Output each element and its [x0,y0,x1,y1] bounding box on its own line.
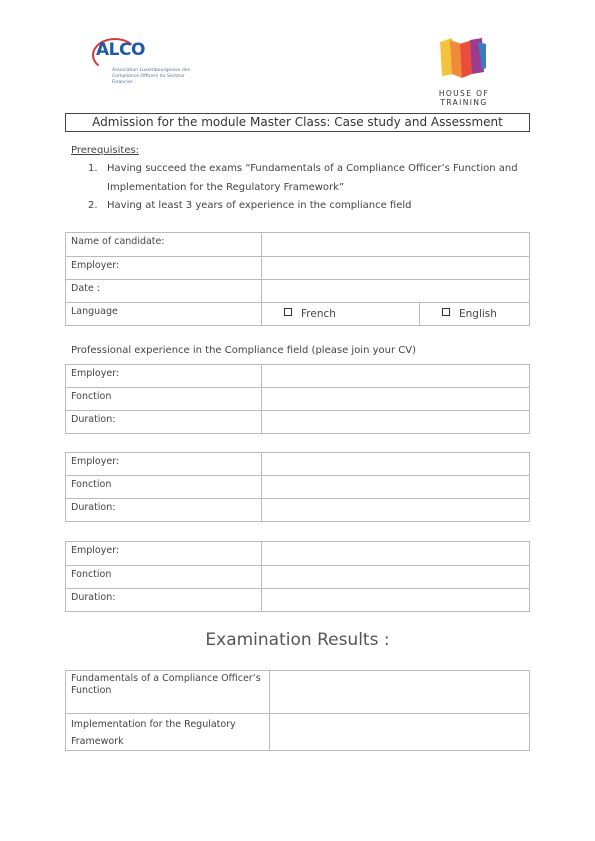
result-label-implementation: Implementation for the Regulatory Framework [66,714,270,751]
table-row [66,365,530,388]
prereq-item-1-line-2: Implementation for the Regulatory Framework” [107,182,345,193]
function-field[interactable] [262,566,530,589]
result-field-implementation[interactable] [270,714,530,751]
candidate-table [65,232,530,326]
prerequisites-heading: Prerequisites: [71,145,140,156]
employer-label: Employer: [66,257,262,280]
table-row [66,303,530,326]
prereq-item-1-line-1: Having succeed the exams “Fundamentals of a Compliance Officer’s Function and [107,163,518,174]
duration-label: Duration: [66,499,262,522]
french-label: French [301,308,336,320]
experience-table-1 [65,364,530,434]
result-field-fundamentals[interactable] [270,671,530,714]
page-title: Admission for the module Master Class: Case study and Assessment [65,113,530,132]
date-label: Date : [66,280,262,303]
experience-table-2 [65,452,530,522]
table-row [66,280,530,303]
house-of-training-logo [414,38,514,107]
french-checkbox[interactable] [284,308,292,316]
table-row [66,589,530,612]
employer-field[interactable] [262,453,530,476]
function-label: Fonction [66,388,262,411]
function-field[interactable] [262,476,530,499]
table-row [66,411,530,434]
table-row [66,257,530,280]
employer-field[interactable] [262,542,530,566]
english-label: English [459,308,497,320]
result-label-fundamentals: Fundamentals of a Compliance Officer’s Function [66,671,270,714]
employer-label: Employer: [66,365,262,388]
employer-field[interactable] [262,257,530,280]
prereq-number-1: 1. [88,163,98,174]
experience-table-3 [65,541,530,612]
employer-label: Employer: [66,453,262,476]
employer-field[interactable] [262,365,530,388]
name-field[interactable] [262,233,530,257]
alco-wordmark: ALCO [96,40,145,60]
house-of-training-label: HOUSE OF TRAINING [438,89,490,107]
experience-note: Professional experience in the Compliance field (please join your CV) [71,345,416,356]
english-option[interactable] [420,303,530,326]
english-checkbox[interactable] [442,308,450,316]
table-row [66,671,530,714]
french-option[interactable] [262,303,420,326]
table-row [66,542,530,566]
function-label: Fonction [66,566,262,589]
function-label: Fonction [66,476,262,499]
table-row [66,566,530,589]
name-label: Name of candidate: [66,233,262,257]
duration-label: Duration: [66,411,262,434]
employer-label: Employer: [66,542,262,566]
results-table [65,670,530,751]
duration-field[interactable] [262,589,530,612]
alco-subtitle: Association Luxembourgeoise des Compliance Officers du Secteur Financier [112,68,190,85]
table-row [66,499,530,522]
alco-logo [90,36,194,94]
function-field[interactable] [262,388,530,411]
table-row [66,388,530,411]
table-row [66,714,530,751]
table-row [66,476,530,499]
duration-field[interactable] [262,411,530,434]
duration-field[interactable] [262,499,530,522]
language-label: Language [66,303,262,326]
prereq-number-2: 2. [88,200,98,211]
table-row [66,453,530,476]
duration-label: Duration: [66,589,262,612]
table-row [66,233,530,257]
book-icon [438,38,486,78]
prereq-item-2-line-1: Having at least 3 years of experience in the compliance field [107,200,412,211]
examination-results-heading: Examination Results : [205,630,390,650]
date-field[interactable] [262,280,530,303]
